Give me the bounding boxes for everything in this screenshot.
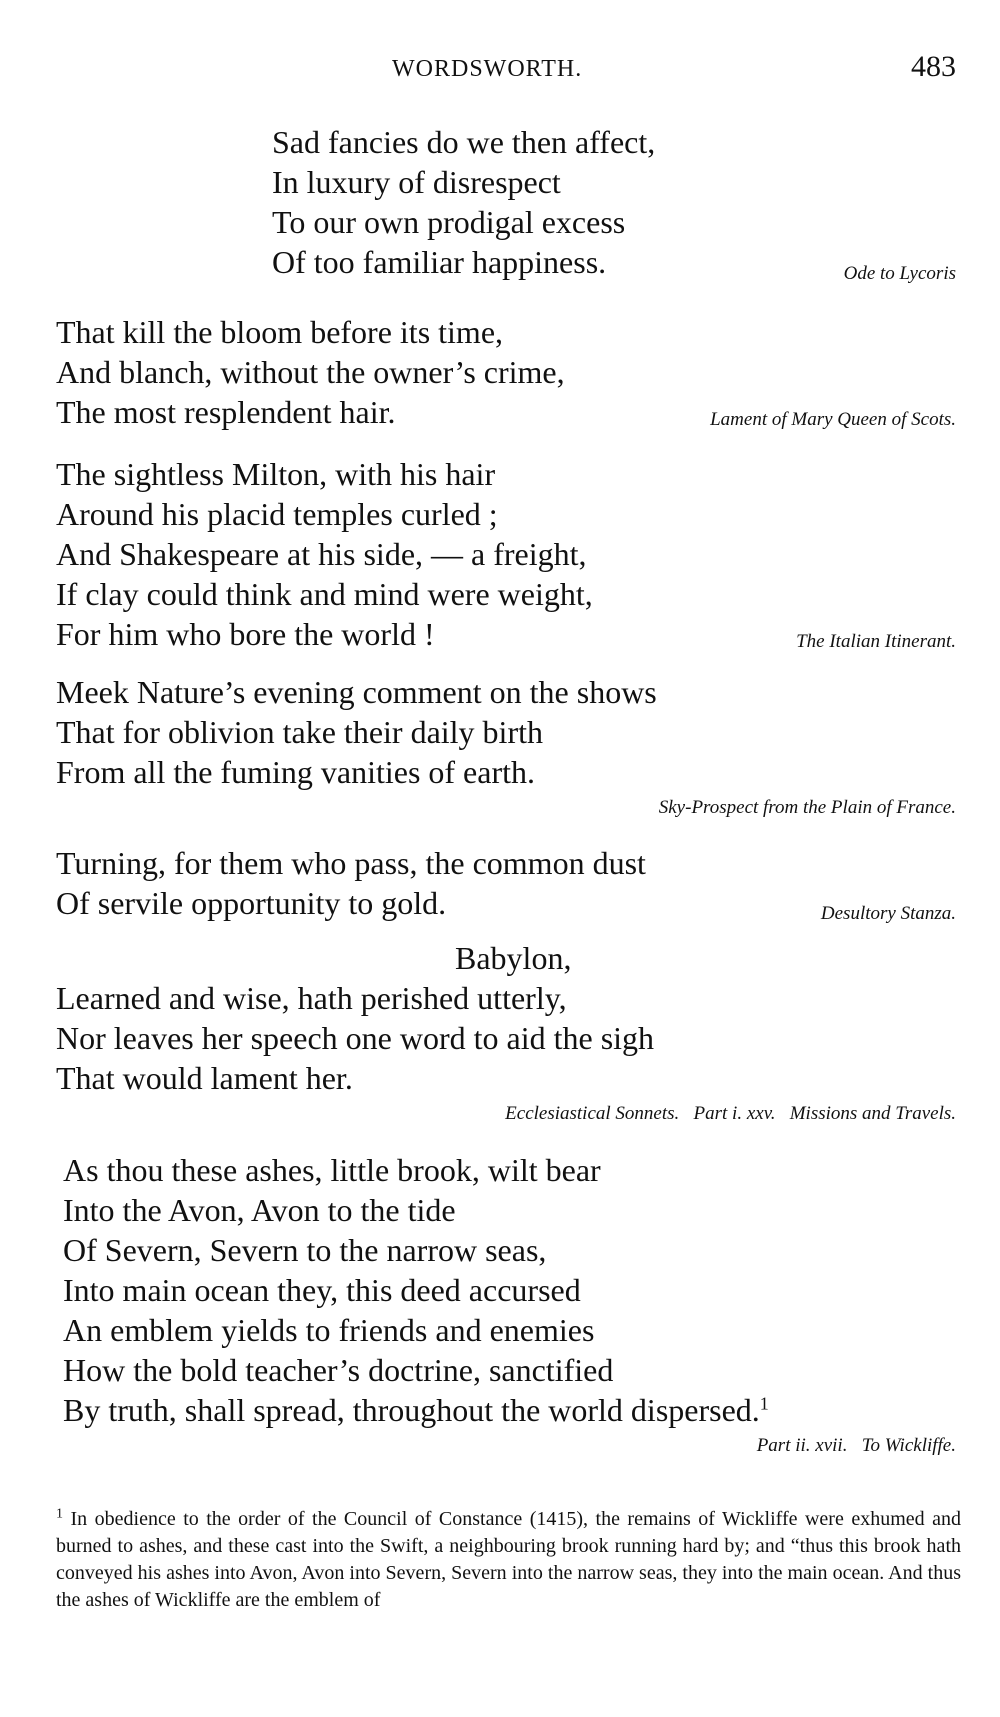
verse-line: Nor leaves her speech one word to aid the sigh xyxy=(56,1020,655,1056)
verse-line: Sad fancies do we then affect, xyxy=(272,124,656,160)
citation: The Italian Itinerant. xyxy=(796,631,956,652)
verse-line: Of Severn, Severn to the narrow seas, xyxy=(63,1232,547,1268)
verse-line: Into main ocean they, this deed accursed xyxy=(63,1272,581,1308)
verse-line: That kill the bloom before its time, xyxy=(56,314,504,350)
verse-line: Turning, for them who pass, the common dust xyxy=(56,845,646,881)
verse-line: Of too familiar happiness. xyxy=(272,244,607,280)
verse-line: That would lament her. xyxy=(56,1060,353,1096)
verse-line: Meek Nature’s evening comment on the shows xyxy=(56,674,657,710)
verse-line: Around his placid temples curled ; xyxy=(56,496,498,532)
verse-line: Into the Avon, Avon to the tide xyxy=(63,1192,456,1228)
footnote-reference[interactable]: 1 xyxy=(759,1393,769,1414)
citation: Part ii. xvii. To Wickliffe. xyxy=(756,1435,956,1456)
citation: Lament of Mary Queen of Scots. xyxy=(710,409,956,430)
citation: Ecclesiastical Sonnets. Part i. xxv. Missions and Travels. xyxy=(505,1103,956,1124)
verse-line: And blanch, without the owner’s crime, xyxy=(56,354,565,390)
verse-line: An emblem yields to friends and enemies xyxy=(63,1312,595,1348)
verse-line: In luxury of disrespect xyxy=(272,164,561,200)
verse-line: How the bold teacher’s doctrine, sanctified xyxy=(63,1352,614,1388)
verse-line: The most resplendent hair. xyxy=(56,394,396,430)
verse-line: That for oblivion take their daily birth xyxy=(56,714,543,750)
verse-line: As thou these ashes, little brook, wilt bear xyxy=(63,1152,601,1188)
page-number: 483 xyxy=(911,50,956,83)
verse-line: If clay could think and mind were weight, xyxy=(56,576,593,612)
verse-line: Learned and wise, hath perished utterly, xyxy=(56,980,567,1016)
verse-line: And Shakespeare at his side, — a freight, xyxy=(56,536,587,572)
running-head: WORDSWORTH. xyxy=(392,56,583,82)
footnote xyxy=(56,1506,961,1614)
citation: Ode to Lycoris xyxy=(843,263,956,284)
verse-line: The sightless Milton, with his hair xyxy=(56,456,496,492)
citation: Sky-Prospect from the Plain of France. xyxy=(658,797,956,818)
footnote-text: In obedience to the order of the Council of Constance (1415), the remains of Wickliffe were exhumed and burned to ashes, and these cast into the Swift, a neighbouring brook running hard by; and “thus this brook hath conveyed his ashes into Avon, Avon into Severn, Severn into the narrow seas, they into the main ocean. And thus the ashes of Wickliffe are the emblem of xyxy=(56,1508,961,1611)
page-header xyxy=(0,50,1000,90)
citation: Desultory Stanza. xyxy=(820,903,956,924)
verse-line: To our own prodigal excess xyxy=(272,204,626,240)
verse-line: For him who bore the world ! xyxy=(56,616,435,652)
footnote-marker: 1 xyxy=(56,1506,63,1522)
verse-text: By truth, shall spread, throughout the world dispersed. xyxy=(63,1392,760,1428)
verse-line: Babylon, xyxy=(455,940,572,976)
verse-line-with-footnote-ref xyxy=(63,1390,769,1430)
verse-line: Of servile opportunity to gold. xyxy=(56,885,447,921)
verse-line: From all the fuming vanities of earth. xyxy=(56,754,535,790)
